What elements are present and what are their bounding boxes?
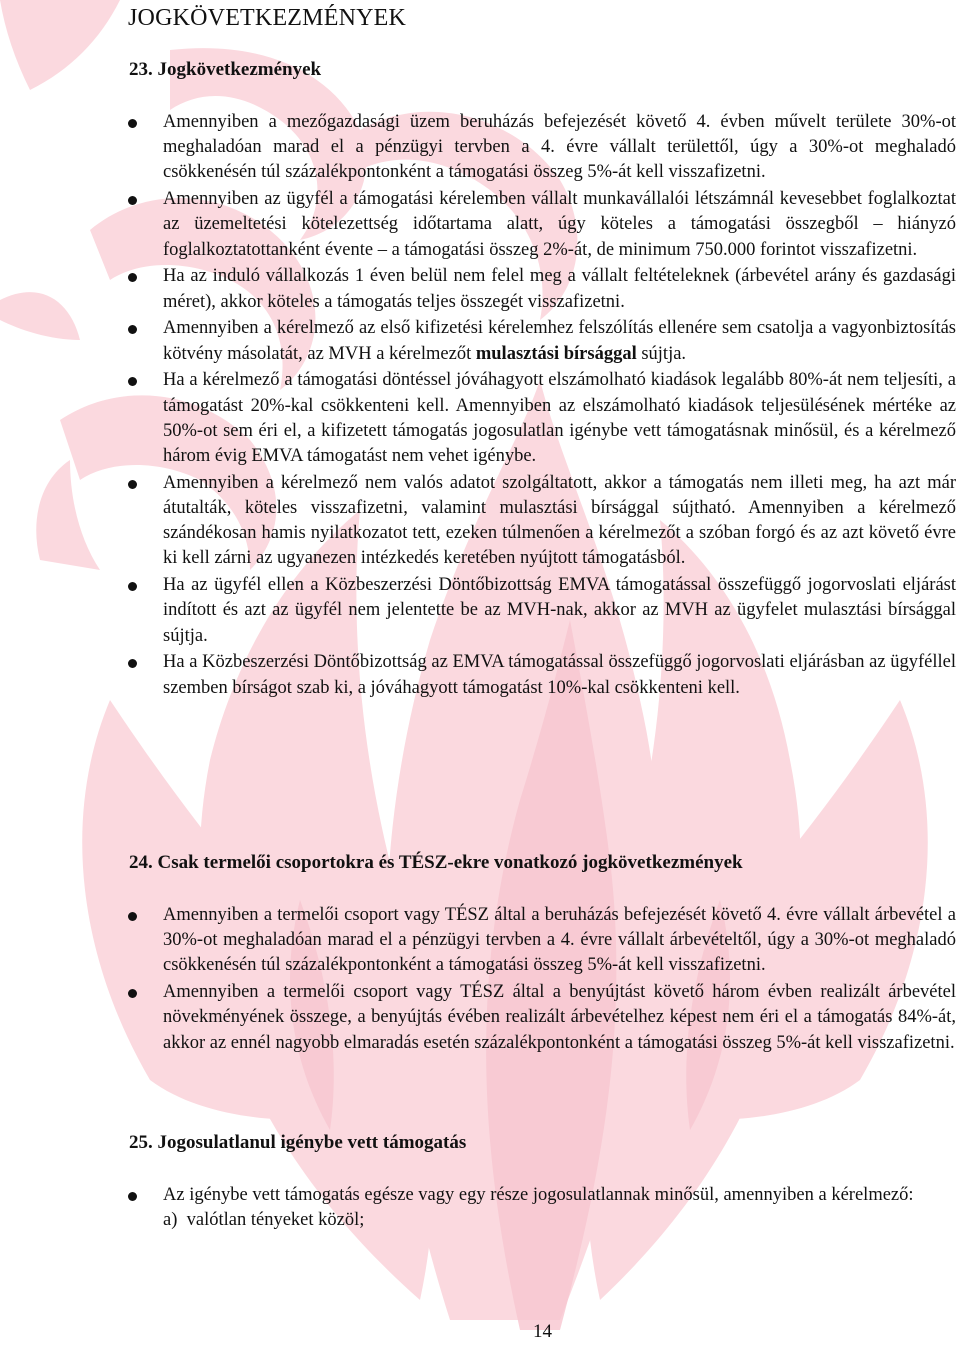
list-item: Ha az ügyfél ellen a Közbeszerzési Döntőbizottság EMVA támogatással összefüggő jogorvoslati eljárást indított és azt az ügyfél nem jelentette be az MVH-nak, akkor az MVH az ügyfelet mulasztási bírsággal sújtja. [0,573,960,649]
bullet-icon [128,480,137,489]
list-item: Amennyiben az ügyfél a támogatási kérelemben vállalt munkavállalói létszámnál kevesebbet foglalkoztat az üzemeltetési kötelezettség időtartama alatt, úgy köteles a támogatási összegből – hiányzó foglalkoztatottanként évente – a támogatási összeg 2%-át, de minimum 750.000 forintot visszafizetni. [0,187,960,263]
bullet-icon [128,582,137,591]
list-item: Amennyiben a kérelmező nem valós adatot szolgáltatott, akkor a támogatás nem illeti meg, ha azt már átutalták, köteles visszafizetni, valamint mulasztási bírsággal sújtható. Amennyiben a kérelmező szándékosan hamis nyilatkozatot tett, ezeken túlmenően a kérelmezőt a szóban forgó és az azt követő évre ki kell zárni az ugyanezen intézkedés keretében nyújtott támogatásból. [0,471,960,572]
list-item: Ha a Közbeszerzési Döntőbizottság az EMVA támogatással összefüggő jogorvoslati eljárásban az ügyféllel szemben bírságot szab ki, a jóváhagyott támogatást 10%-kal csökkenteni kell. [0,650,960,700]
section-heading-23: 23. Jogkövetkezmények [129,59,322,80]
section-23-list [0,110,960,702]
bullet-icon [128,325,137,334]
bullet-icon [128,377,137,386]
bullet-icon [128,1192,137,1201]
list-item: Ha az induló vállalkozás 1 éven belül nem felel meg a vállalt feltételeknek (árbevétel arány és gazdasági méret), akkor köteles a támogatás teljes összegét visszafizetni. [0,264,960,314]
sub-item-a: a) valótlan tényeket közöl; [163,1210,365,1231]
section-heading-25: 25. Jogosulatlanul igénybe vett támogatás [129,1132,467,1153]
document-title: JOGKÖVETKEZMÉNYEK [128,5,407,31]
bullet-icon [128,659,137,668]
list-item: Amennyiben a termelői csoport vagy TÉSZ által a beruházás befejezését követő 4. évre vállalt árbevétel a 30%-ot meghaladóan marad el a pénzügyi tervben a 4. évre vállalt árbevételtől, úgy a 30%-ot meghaladó csökkenésén túl százalékpontonként a támogatási összeg 5%-át kell visszafizetni. [0,903,960,979]
bold-phrase: mulasztási bírsággal [475,343,637,364]
bullet-icon [128,196,137,205]
page-number: 14 [533,1321,552,1342]
bullet-icon [128,912,137,921]
bullet-icon [128,273,137,282]
list-item: Amennyiben a termelői csoport vagy TÉSZ által a benyújtást követő három évben realizált árbevétel növekményének összege, a benyújtás évében realizált árbevételhez képest nem éri el a támogatás 84%-át, akkor az ennél nagyobb elmaradás esetén százalékpontonként a támogatási összeg 5%-át kell visszafizetni. [0,980,960,1056]
section-heading-24: 24. Csak termelői csoportokra és TÉSZ-ekre vonatkozó jogkövetkezmények [129,852,743,873]
section-25-list [0,1183,960,1235]
list-item: Amennyiben a kérelmező az első kifizetési kérelemhez felszólítás ellenére sem csatolja a vagyonbiztosítás kötvény másolatát, az MVH a kérelmezőt mulasztási bírsággal sújtja. [0,316,960,366]
list-item: Az igénybe vett támogatás egésze vagy egy része jogosulatlannak minősül, amennyiben a kérelmező: a) valótlan tényeket közöl; [0,1183,960,1233]
section-24-list [0,903,960,1057]
bullet-icon [128,989,137,998]
list-item: Amennyiben a mezőgazdasági üzem beruházás befejezését követő 4. évben művelt területe 30%-ot meghaladóan marad el a pénzügyi tervben a 4. évre vállalt területtől, úgy a 30%-ot meghaladó csökkenésén túl százalékpontonként a támogatási összeg 5%-át kell visszafizetni. [0,110,960,186]
list-item: Ha a kérelmező a támogatási döntéssel jóváhagyott elszámolható kiadások legalább 80%-át nem teljesíti, a támogatást 20%-kal csökkenteni kell. Amennyiben az elszámolható kiadások teljesülésének mértéke az 50%-ot sem éri el, a kifizetett támogatás jogosulatlan igénybe vett támogatásnak minősül, és a kérelmező három évig EMVA támogatást nem vehet igénybe. [0,368,960,469]
bullet-icon [128,119,137,128]
